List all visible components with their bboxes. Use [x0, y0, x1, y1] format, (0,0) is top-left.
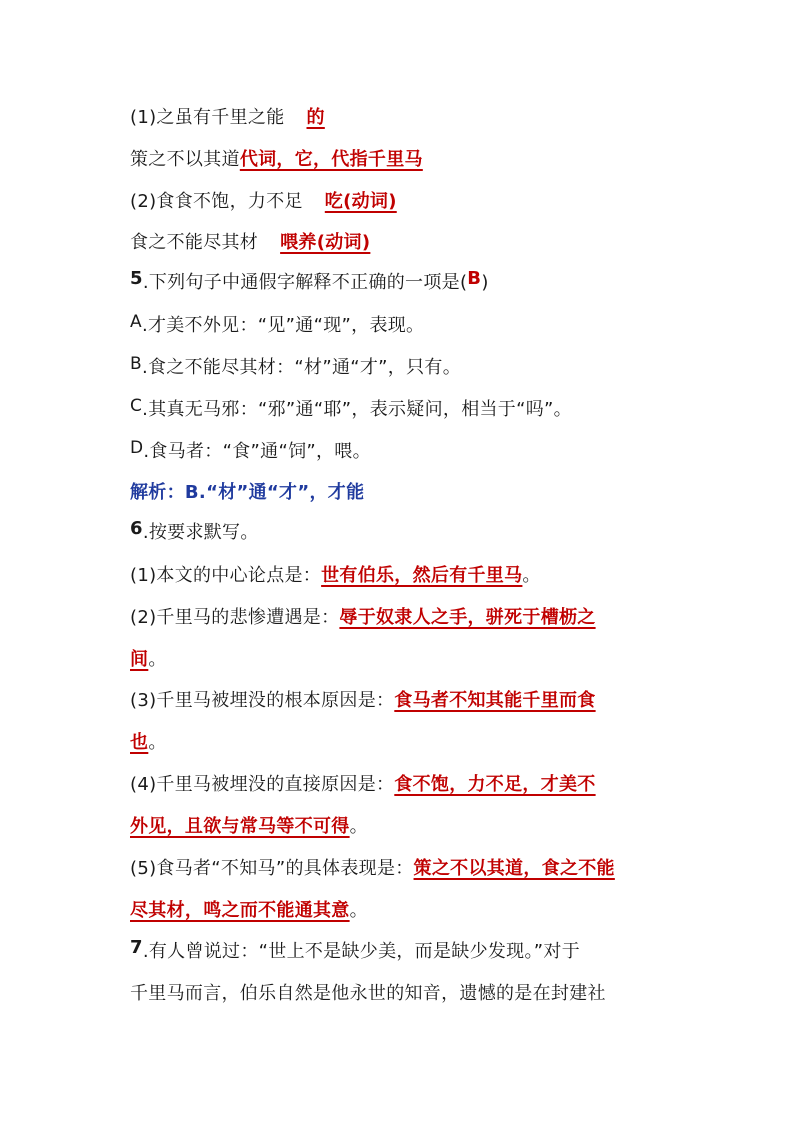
q6-item-2-end: 。 [148, 649, 167, 670]
q5-stem-text: .下列句子中通假字解释不正确的一项是( [142, 272, 468, 293]
q6-item-4-cont [130, 815, 368, 839]
q5-option-d-letter: D [130, 438, 144, 458]
q5-option-c [130, 398, 572, 422]
q4-item-4 [130, 231, 370, 255]
q5-analysis [130, 481, 364, 505]
q7-number: 7 [130, 937, 143, 958]
q5-option-b [130, 356, 461, 380]
q6-item-4-end: 。 [349, 816, 368, 837]
q4-item-2-text: 策之不以其道 [130, 149, 240, 170]
q6-item-4-prefix: (4)千里马被埋没的直接原因是： [130, 774, 395, 795]
q6-item-1 [130, 564, 541, 588]
q6-item-5-answer-cont: 尽其材，鸣之而不能通其意 [130, 900, 350, 921]
q6-item-2-answer: 辱于奴隶人之手，骈死于槽枥之 [339, 607, 596, 628]
q4-item-3 [130, 190, 397, 214]
q6-item-3-end: 。 [148, 732, 167, 753]
q6-item-5-prefix: (5)食马者“不知马”的具体表现是： [130, 858, 414, 879]
q6-item-3-prefix: (3)千里马被埋没的根本原因是： [130, 690, 395, 711]
q6-number: 6 [130, 518, 143, 539]
q4-item-4-text: 食之不能尽其材 [130, 232, 259, 253]
q5-number: 5 [130, 268, 143, 289]
q6-item-3-cont [130, 731, 167, 755]
q5-option-d-text: .食马者：“食”通“饲”，喂。 [143, 441, 371, 462]
q6-item-1-answer: 世有伯乐，然后有千里马 [321, 565, 523, 586]
q5-option-b-text: .食之不能尽其材：“材”通“才”，只有。 [141, 357, 461, 378]
q5-analysis-label: 解析： [130, 482, 185, 503]
q6-item-2-prefix: (2)千里马的悲惨遭遇是： [130, 607, 340, 628]
q7-line-2-text: 千里马而言，伯乐自然是他永世的知音，遗憾的是在封建社 [130, 983, 606, 1004]
q6-item-3-answer-cont: 也 [130, 732, 149, 753]
q6-item-3-answer: 食马者不知其能千里而食 [394, 690, 596, 711]
q5-analysis-text: B.“材”通“才”，才能 [184, 482, 365, 503]
q5-option-a-letter: A [130, 312, 142, 332]
q6-item-4-answer-cont: 外见，且欲与常马等不可得 [130, 816, 350, 837]
q6-item-5-end: 。 [349, 900, 368, 921]
q4-item-1-text: (1)之虽有千里之能 [130, 107, 285, 128]
q5-stem-end: ) [481, 272, 489, 293]
q6-item-5-cont [130, 899, 368, 923]
q5-option-d [130, 440, 371, 464]
q6-item-2-answer-cont: 间 [130, 649, 149, 670]
q7-line-1-text: .有人曾说过：“世上不是缺少美，而是缺少发现。”对于 [142, 941, 580, 962]
q5-stem [130, 268, 489, 295]
q6-item-1-end: 。 [522, 565, 541, 586]
q6-stem [130, 518, 259, 545]
q5-option-a-text: .才美不外见：“见”通“现”，表现。 [141, 315, 425, 336]
q5-option-c-letter: C [130, 396, 143, 416]
q6-item-2-cont [130, 648, 167, 672]
q4-item-1-answer: 的 [306, 107, 325, 128]
q4-item-2 [130, 148, 423, 172]
q5-answer: B [467, 268, 482, 289]
q6-item-1-prefix: (1)本文的中心论点是： [130, 565, 322, 586]
q6-item-4 [130, 773, 596, 797]
q6-item-5-answer: 策之不以其道，食之不能 [413, 858, 615, 879]
q4-item-1 [130, 106, 325, 130]
q6-item-3 [130, 689, 596, 713]
q7-line-2 [130, 982, 606, 1006]
q5-option-b-letter: B [130, 354, 142, 374]
q6-stem-text: .按要求默写。 [142, 522, 259, 543]
q7-line-1 [130, 937, 580, 964]
q6-item-5 [130, 857, 615, 881]
q4-item-4-answer: 喂养(动词) [280, 232, 371, 253]
q4-item-2-answer: 代词，它，代指千里马 [239, 149, 423, 170]
q6-item-4-answer: 食不饱，力不足，才美不 [394, 774, 596, 795]
q6-item-2 [130, 606, 596, 630]
q4-item-3-text: (2)食食不饱，力不足 [130, 191, 303, 212]
q4-item-3-answer: 吃(动词) [324, 191, 397, 212]
q5-option-a [130, 314, 424, 338]
q5-option-c-text: .其真无马邪：“邪”通“耶”，表示疑问，相当于“吗”。 [142, 399, 572, 420]
